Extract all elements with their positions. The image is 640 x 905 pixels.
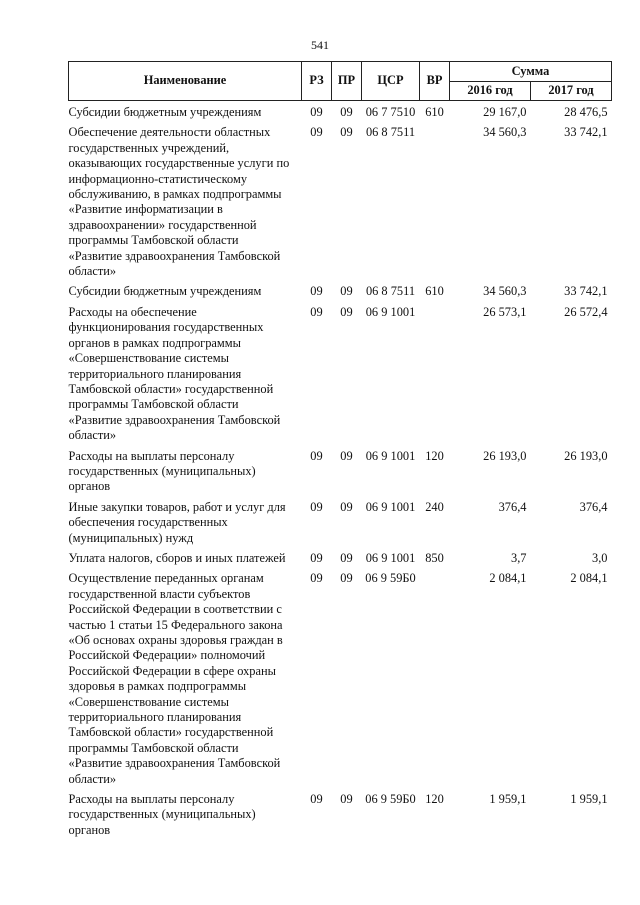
table-row	[69, 500, 612, 551]
cell-name: Расходы на выплаты персоналу государственных (муниципальных) органов	[68, 448, 256, 494]
header-pr: ПР	[332, 62, 362, 101]
cell-name: Расходы на выплаты персоналу государственных (муниципальных) органов	[68, 792, 256, 837]
header-sum: Сумма	[450, 62, 612, 82]
cell-rz: 09	[310, 284, 323, 299]
cell-rz: 09	[310, 304, 323, 319]
cell-amount-2017: 2 084,1	[570, 571, 608, 586]
table-row	[69, 284, 612, 304]
cell-amount-2017: 26 193,0	[564, 448, 608, 463]
cell-pr: 09	[340, 571, 353, 586]
budget-table	[68, 61, 612, 843]
cell-amount-2016: 26 573,1	[483, 304, 527, 319]
cell-rz: 09	[310, 499, 323, 514]
cell-rz: 09	[310, 105, 323, 119]
cell-amount-2017: 28 476,5	[564, 105, 608, 119]
cell-csr: 06 7 7510	[365, 105, 416, 119]
cell-amount-2017: 3,0	[592, 550, 608, 565]
table-row	[69, 449, 612, 500]
cell-vr: 120	[425, 448, 444, 463]
cell-vr: 610	[425, 105, 444, 119]
cell-amount-2016: 34 560,3	[483, 284, 527, 299]
cell-amount-2017: 376,4	[579, 499, 608, 514]
header-csr: ЦСР	[362, 62, 420, 101]
cell-rz: 09	[310, 125, 323, 140]
cell-pr: 09	[340, 550, 353, 565]
table-row	[69, 792, 612, 843]
page-number: 541	[311, 38, 329, 52]
cell-amount-2016: 29 167,0	[483, 105, 527, 119]
cell-csr: 06 9 59Б0	[365, 571, 416, 586]
cell-pr: 09	[340, 499, 353, 514]
cell-amount-2017: 26 572,4	[564, 304, 608, 319]
cell-csr: 06 9 59Б0	[365, 792, 416, 807]
cell-csr: 06 8 7511	[365, 284, 416, 299]
header-rz: РЗ	[302, 62, 332, 101]
cell-vr: 120	[425, 792, 444, 807]
cell-name: Осуществление переданных органам государственной власти субъектов Российской Федерации в соответствии с частью 1 статьи 15 Федерального закона «Об основах охраны здоровья граждан в Российской Федерации» полномочий Российской Федерации в сфере охраны здоровья в рамках подпрограммы «Совершенствование системы территориального планирования Тамбовской области» государственной программы Тамбовской области «Развитие здравоохранения Тамбовской области»	[68, 571, 283, 786]
cell-csr: 06 9 1001	[365, 304, 416, 319]
cell-vr	[420, 305, 450, 449]
cell-rz: 09	[310, 792, 323, 807]
cell-name: Обеспечение деятельности областных государственных учреждений, оказывающих государственные услуги по информационно-статистическому обслуживанию, в рамках подпрограммы «Развитие информатизации в здравоохранении» государственной программы Тамбовской области «Развитие здравоохранения Тамбовской области»	[68, 125, 290, 279]
cell-name: Уплата налогов, сборов и иных платежей	[68, 550, 286, 565]
cell-name: Субсидии бюджетным учреждениям	[68, 284, 262, 299]
cell-amount-2016: 1 959,1	[489, 792, 527, 807]
cell-amount-2017: 33 742,1	[564, 125, 608, 140]
header-vr: ВР	[420, 62, 450, 101]
cell-amount-2016: 2 084,1	[489, 571, 527, 586]
table-body	[69, 101, 612, 844]
cell-amount-2016: 3,7	[511, 550, 527, 565]
cell-amount-2016: 26 193,0	[483, 448, 527, 463]
cell-pr: 09	[340, 105, 353, 119]
cell-amount-2016: 34 560,3	[483, 125, 527, 140]
cell-amount-2016: 376,4	[498, 499, 527, 514]
cell-name: Расходы на обеспечение функционирования государственных органов в рамках подпрограммы «Совершенствование системы территориального планирования Тамбовской области» государственной программы Тамбовской области «Развитие здравоохранения Тамбовской области»	[68, 304, 281, 443]
cell-pr: 09	[340, 792, 353, 807]
header-year-2016: 2016 год	[450, 82, 531, 101]
cell-rz: 09	[310, 550, 323, 565]
cell-name: Иные закупки товаров, работ и услуг для обеспечения государственных (муниципальных) нужд	[68, 499, 286, 545]
table-row	[69, 101, 612, 126]
cell-csr: 06 9 1001	[365, 499, 416, 514]
cell-vr: 850	[425, 550, 444, 565]
table-row	[69, 305, 612, 449]
cell-csr: 06 9 1001	[365, 448, 416, 463]
cell-amount-2017: 1 959,1	[570, 792, 608, 807]
table-row	[69, 571, 612, 792]
table-row	[69, 551, 612, 571]
cell-pr: 09	[340, 304, 353, 319]
cell-rz: 09	[310, 448, 323, 463]
table-row	[69, 125, 612, 284]
cell-vr: 610	[425, 284, 444, 299]
cell-csr: 06 9 1001	[365, 550, 416, 565]
cell-amount-2017: 33 742,1	[564, 284, 608, 299]
cell-pr: 09	[340, 448, 353, 463]
cell-csr: 06 8 7511	[365, 125, 416, 140]
cell-vr	[420, 125, 450, 284]
header-year-2017: 2017 год	[531, 82, 612, 101]
cell-rz: 09	[310, 571, 323, 586]
cell-vr	[420, 571, 450, 792]
cell-name: Субсидии бюджетным учреждениям	[68, 105, 262, 119]
table-header	[69, 62, 612, 101]
cell-pr: 09	[340, 284, 353, 299]
cell-pr: 09	[340, 125, 353, 140]
header-name: Наименование	[69, 62, 302, 101]
cell-vr: 240	[425, 499, 444, 514]
